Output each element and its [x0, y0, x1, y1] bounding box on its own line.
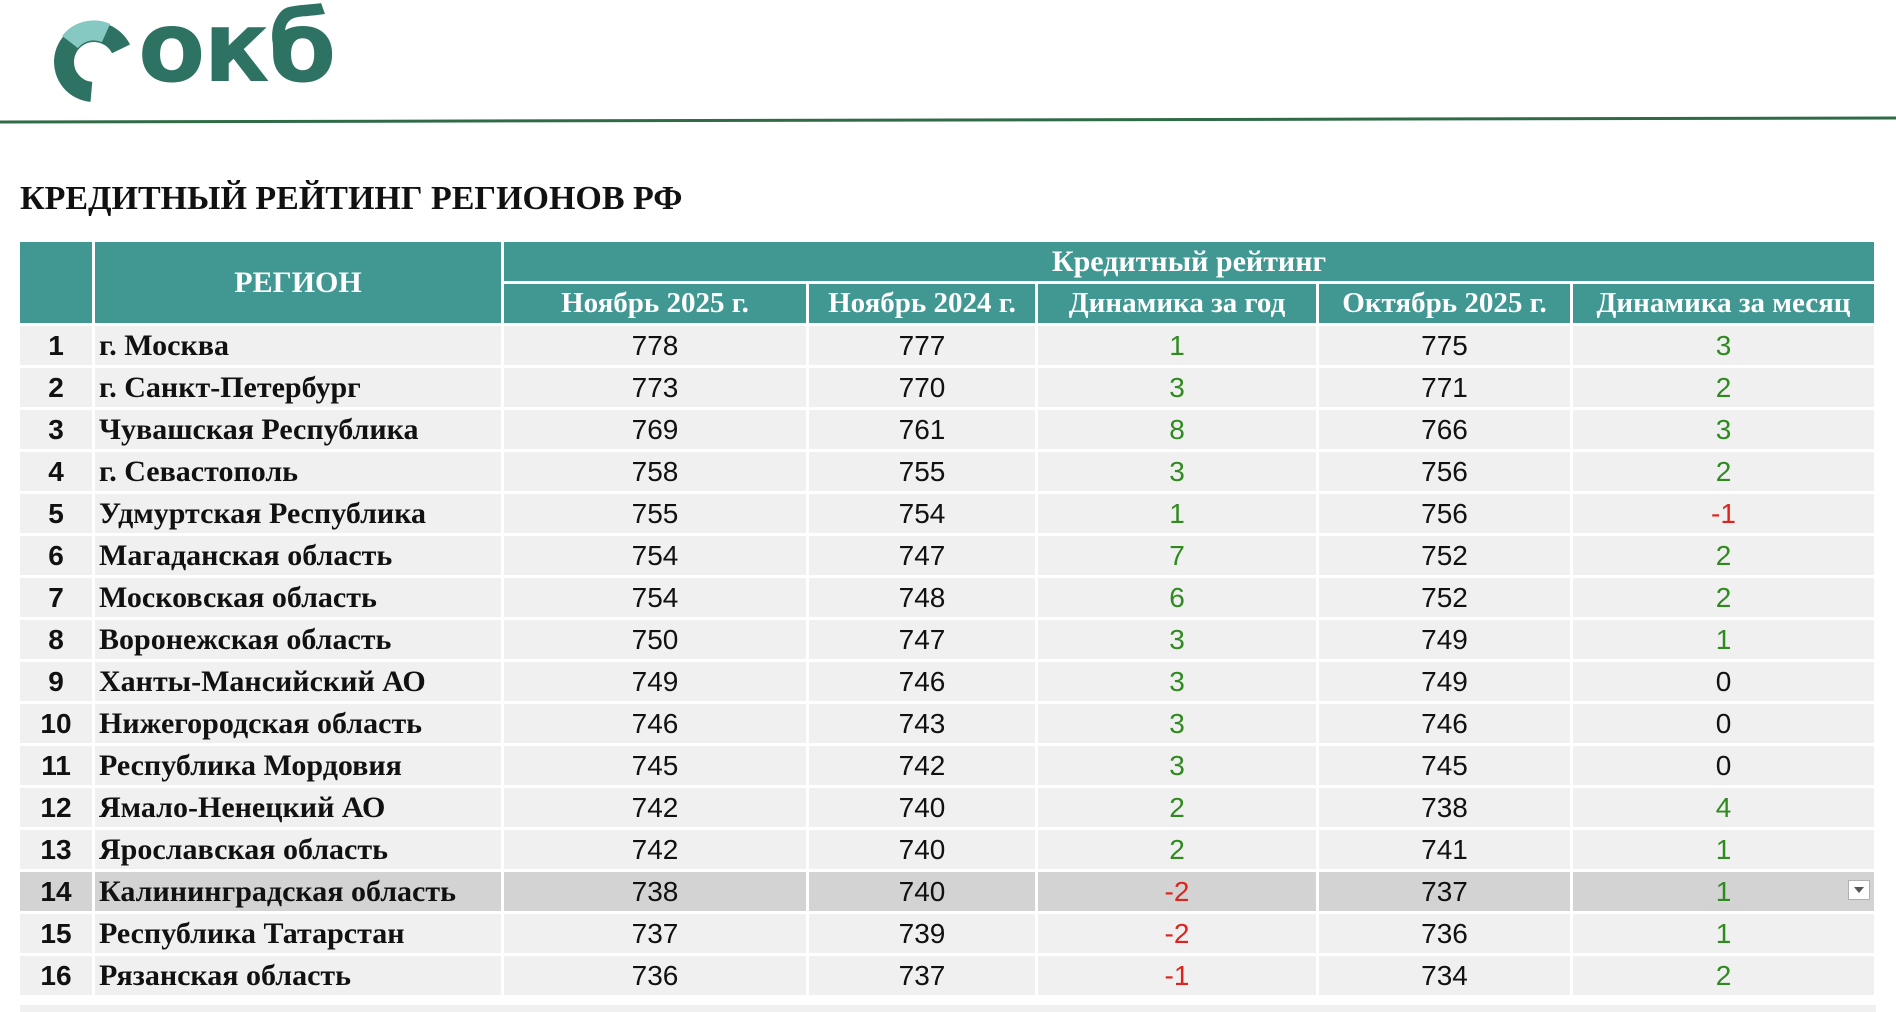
rating-nov-2025-cell[interactable]: 754	[504, 578, 806, 617]
rank-cell[interactable]: 1	[20, 326, 92, 365]
region-cell[interactable]: Рязанская область	[95, 956, 501, 995]
region-cell[interactable]: Ярославская область	[95, 830, 501, 869]
dynamics-month-cell[interactable]: 3	[1573, 410, 1874, 449]
table-row[interactable]	[20, 956, 1874, 995]
rank-cell[interactable]: 13	[20, 830, 92, 869]
rating-oct-2025-cell[interactable]: 738	[1319, 788, 1570, 827]
page-title: КРЕДИТНЫЙ РЕЙТИНГ РЕГИОНОВ РФ	[20, 180, 683, 217]
dynamics-year-cell[interactable]: 2	[1038, 830, 1316, 869]
table-row[interactable]	[20, 494, 1874, 533]
table-header	[20, 242, 1874, 323]
rating-nov-2024-cell[interactable]: 770	[809, 368, 1035, 407]
region-cell[interactable]: г. Москва	[95, 326, 501, 365]
rank-cell[interactable]: 6	[20, 536, 92, 575]
rating-nov-2024-cell[interactable]: 754	[809, 494, 1035, 533]
dynamics-year-cell[interactable]: 1	[1038, 326, 1316, 365]
dynamics-year-cell[interactable]: 2	[1038, 788, 1316, 827]
dynamics-year-cell[interactable]: 8	[1038, 410, 1316, 449]
rating-oct-2025-cell[interactable]: 749	[1319, 620, 1570, 659]
dynamics-year-cell[interactable]: 3	[1038, 620, 1316, 659]
rank-cell[interactable]: 9	[20, 662, 92, 701]
rating-nov-2024-cell[interactable]: 737	[809, 956, 1035, 995]
dynamics-month-cell[interactable]: 2	[1573, 452, 1874, 491]
table-row[interactable]	[20, 830, 1874, 869]
region-cell[interactable]: Магаданская область	[95, 536, 501, 575]
region-cell[interactable]: Нижегородская область	[95, 704, 501, 743]
rating-nov-2025-cell[interactable]: 742	[504, 788, 806, 827]
rank-cell[interactable]: 2	[20, 368, 92, 407]
rating-nov-2025-cell[interactable]: 758	[504, 452, 806, 491]
dynamics-month-cell[interactable]: 3	[1573, 326, 1874, 365]
column-header-nov-2025: Ноябрь 2025 г.	[504, 284, 806, 323]
rating-nov-2025-cell[interactable]: 737	[504, 914, 806, 953]
rating-nov-2025-cell[interactable]: 754	[504, 536, 806, 575]
rating-nov-2024-cell[interactable]: 748	[809, 578, 1035, 617]
rating-nov-2024-cell[interactable]: 739	[809, 914, 1035, 953]
rating-oct-2025-cell[interactable]: 734	[1319, 956, 1570, 995]
rank-cell[interactable]: 3	[20, 410, 92, 449]
header-divider	[0, 116, 1896, 124]
cell-dropdown-button[interactable]	[1848, 880, 1870, 900]
table-row-partial	[20, 1005, 1876, 1012]
rating-oct-2025-cell[interactable]: 756	[1319, 452, 1570, 491]
column-header-dynamics-year: Динамика за год	[1038, 284, 1316, 323]
region-cell[interactable]: г. Севастополь	[95, 452, 501, 491]
table-row[interactable]	[20, 452, 1874, 491]
rating-nov-2024-cell[interactable]: 746	[809, 662, 1035, 701]
region-cell[interactable]: Ханты-Мансийский АО	[95, 662, 501, 701]
dynamics-month-cell[interactable]: 0	[1573, 704, 1874, 743]
rating-nov-2025-cell[interactable]: 746	[504, 704, 806, 743]
dynamics-month-cell[interactable]: 2	[1573, 536, 1874, 575]
dynamics-month-cell[interactable]: 0	[1573, 662, 1874, 701]
rank-cell[interactable]: 7	[20, 578, 92, 617]
dynamics-month-cell[interactable]: 2	[1573, 578, 1874, 617]
region-cell[interactable]: г. Санкт-Петербург	[95, 368, 501, 407]
dynamics-year-cell[interactable]: 3	[1038, 704, 1316, 743]
rating-nov-2025-cell[interactable]: 742	[504, 830, 806, 869]
table-row[interactable]	[20, 536, 1874, 575]
rating-nov-2024-cell[interactable]: 777	[809, 326, 1035, 365]
dynamics-month-cell[interactable]: 1	[1573, 620, 1874, 659]
table-row[interactable]	[20, 704, 1874, 743]
table-row[interactable]	[20, 368, 1874, 407]
rating-nov-2025-cell[interactable]: 738	[504, 872, 806, 911]
rating-nov-2024-cell[interactable]: 755	[809, 452, 1035, 491]
dynamics-month-cell[interactable]: 0	[1573, 746, 1874, 785]
rating-oct-2025-cell[interactable]: 771	[1319, 368, 1570, 407]
column-header-oct-2025: Октябрь 2025 г.	[1319, 284, 1570, 323]
region-cell[interactable]: Воронежская область	[95, 620, 501, 659]
region-cell[interactable]: Республика Татарстан	[95, 914, 501, 953]
table-row[interactable]	[20, 914, 1874, 953]
region-cell[interactable]: Чувашская Республика	[95, 410, 501, 449]
dynamics-month-cell[interactable]: 1	[1573, 830, 1874, 869]
dynamics-month-cell[interactable]	[1573, 872, 1874, 911]
region-cell[interactable]: Республика Мордовия	[95, 746, 501, 785]
rating-nov-2025-cell[interactable]: 745	[504, 746, 806, 785]
credit-rating-group-header: Кредитный рейтинг	[504, 242, 1874, 281]
dynamics-year-cell[interactable]: -1	[1038, 956, 1316, 995]
logo-wordmark: окб	[138, 0, 335, 105]
rating-oct-2025-cell[interactable]: 752	[1319, 536, 1570, 575]
dynamics-month-cell[interactable]: -1	[1573, 494, 1874, 533]
dynamics-year-cell[interactable]: 3	[1038, 746, 1316, 785]
logo-ring-icon	[46, 2, 146, 106]
dynamics-year-cell[interactable]: 6	[1038, 578, 1316, 617]
rating-oct-2025-cell[interactable]: 741	[1319, 830, 1570, 869]
rating-oct-2025-cell[interactable]: 752	[1319, 578, 1570, 617]
rank-cell[interactable]: 11	[20, 746, 92, 785]
rating-oct-2025-cell[interactable]: 775	[1319, 326, 1570, 365]
rating-oct-2025-cell[interactable]: 736	[1319, 914, 1570, 953]
rating-table	[17, 239, 1877, 998]
dynamics-month-cell[interactable]: 1	[1573, 914, 1874, 953]
rank-cell[interactable]: 8	[20, 620, 92, 659]
rank-cell[interactable]: 10	[20, 704, 92, 743]
rating-nov-2025-cell[interactable]: 750	[504, 620, 806, 659]
rating-nov-2024-cell[interactable]: 747	[809, 620, 1035, 659]
region-cell[interactable]: Ямало-Ненецкий АО	[95, 788, 501, 827]
rating-nov-2024-cell[interactable]: 747	[809, 536, 1035, 575]
rank-cell[interactable]: 16	[20, 956, 92, 995]
rating-nov-2025-cell[interactable]: 749	[504, 662, 806, 701]
rating-oct-2025-cell[interactable]: 746	[1319, 704, 1570, 743]
table-body	[20, 326, 1874, 995]
rank-cell[interactable]: 14	[20, 872, 92, 911]
region-header: РЕГИОН	[95, 242, 501, 323]
rating-nov-2024-cell[interactable]: 740	[809, 872, 1035, 911]
rating-oct-2025-cell[interactable]: 756	[1319, 494, 1570, 533]
rating-nov-2024-cell[interactable]: 761	[809, 410, 1035, 449]
rating-table-container	[20, 242, 1876, 995]
dynamics-year-cell[interactable]: 3	[1038, 452, 1316, 491]
rank-cell[interactable]: 5	[20, 494, 92, 533]
rank-cell[interactable]: 15	[20, 914, 92, 953]
rating-oct-2025-cell[interactable]: 745	[1319, 746, 1570, 785]
rating-nov-2025-cell[interactable]: 736	[504, 956, 806, 995]
table-row[interactable]	[20, 410, 1874, 449]
rank-header	[20, 242, 92, 323]
dynamics-year-cell[interactable]: -2	[1038, 872, 1316, 911]
dynamics-month-value: 1	[1715, 876, 1732, 907]
column-header-dynamics-month: Динамика за месяц	[1573, 284, 1874, 323]
column-header-nov-2024: Ноябрь 2024 г.	[809, 284, 1035, 323]
rank-cell[interactable]: 12	[20, 788, 92, 827]
table-row[interactable]	[20, 872, 1874, 911]
dynamics-year-cell[interactable]: -2	[1038, 914, 1316, 953]
dynamics-month-cell[interactable]: 2	[1573, 956, 1874, 995]
rating-nov-2024-cell[interactable]: 740	[809, 830, 1035, 869]
region-cell[interactable]: Удмуртская Республика	[95, 494, 501, 533]
rating-nov-2024-cell[interactable]: 742	[809, 746, 1035, 785]
table-row[interactable]	[20, 746, 1874, 785]
table-row[interactable]	[20, 578, 1874, 617]
rating-oct-2025-cell[interactable]: 737	[1319, 872, 1570, 911]
rating-nov-2025-cell[interactable]: 773	[504, 368, 806, 407]
dynamics-month-cell[interactable]: 2	[1573, 368, 1874, 407]
okb-logo	[46, 0, 335, 106]
region-cell[interactable]: Московская область	[95, 578, 501, 617]
table-row[interactable]	[20, 326, 1874, 365]
rating-nov-2024-cell[interactable]: 740	[809, 788, 1035, 827]
dynamics-year-cell[interactable]: 3	[1038, 368, 1316, 407]
dynamics-month-cell[interactable]: 4	[1573, 788, 1874, 827]
table-row[interactable]	[20, 620, 1874, 659]
table-row[interactable]	[20, 788, 1874, 827]
rank-cell[interactable]: 4	[20, 452, 92, 491]
rating-nov-2024-cell[interactable]: 743	[809, 704, 1035, 743]
rating-nov-2025-cell[interactable]: 755	[504, 494, 806, 533]
rating-nov-2025-cell[interactable]: 778	[504, 326, 806, 365]
chevron-down-icon	[1853, 886, 1865, 894]
rating-oct-2025-cell[interactable]: 766	[1319, 410, 1570, 449]
dynamics-year-cell[interactable]: 7	[1038, 536, 1316, 575]
rating-nov-2025-cell[interactable]: 769	[504, 410, 806, 449]
table-row[interactable]	[20, 662, 1874, 701]
rating-oct-2025-cell[interactable]: 749	[1319, 662, 1570, 701]
region-cell[interactable]: Калининградская область	[95, 872, 501, 911]
dynamics-year-cell[interactable]: 1	[1038, 494, 1316, 533]
dynamics-year-cell[interactable]: 3	[1038, 662, 1316, 701]
